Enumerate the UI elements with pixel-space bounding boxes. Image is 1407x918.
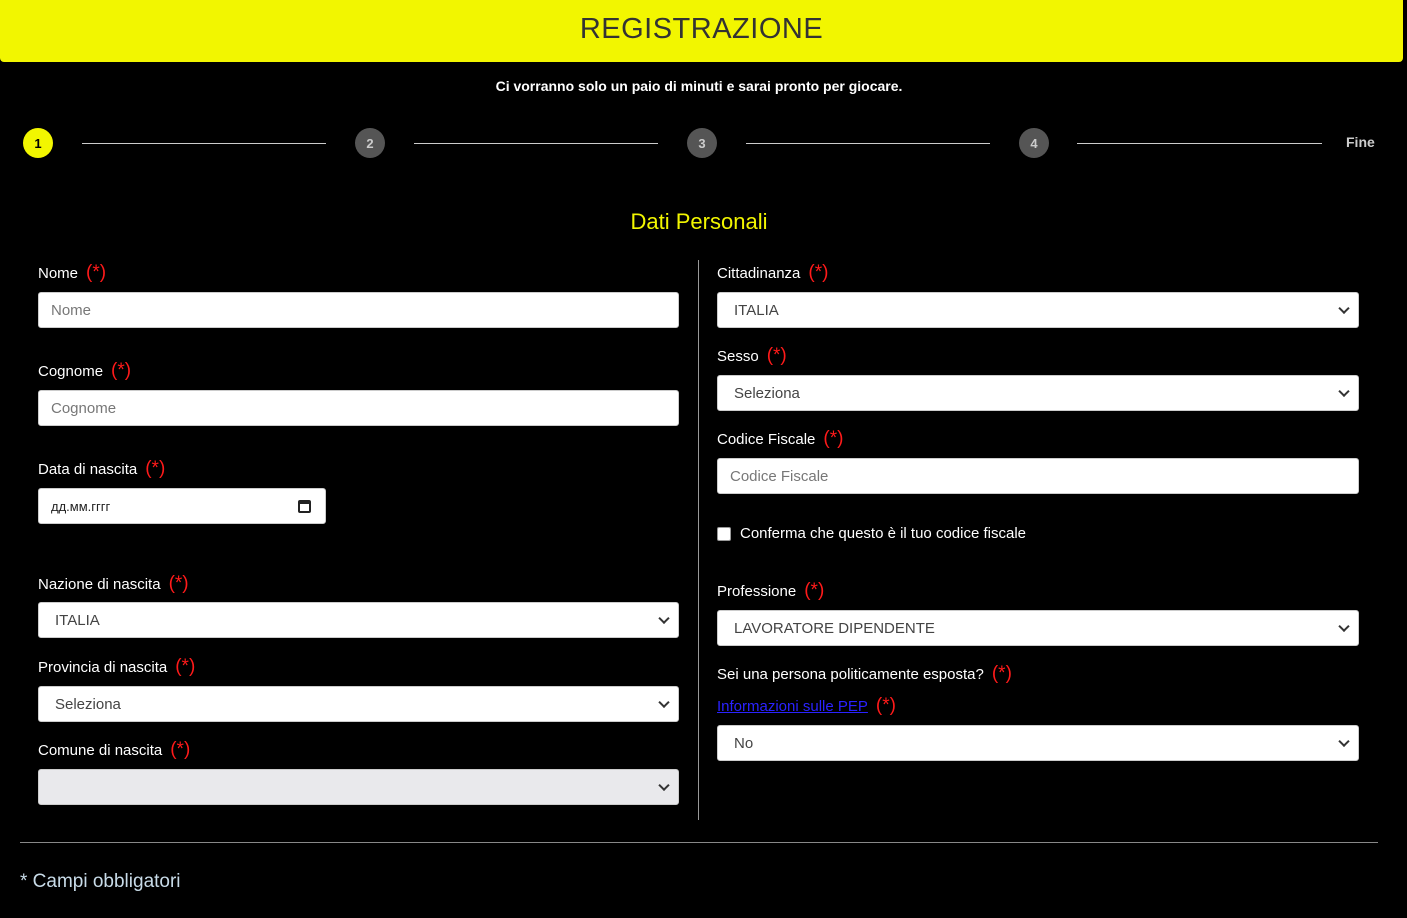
registration-stepper <box>0 128 1407 160</box>
professione-value: LAVORATORE DIPENDENTE <box>734 619 935 637</box>
codice-fiscale-placeholder: Codice Fiscale <box>730 467 829 485</box>
professione-label: Professione (*) <box>717 580 825 601</box>
step-connector <box>746 143 990 144</box>
codice-fiscale-input[interactable] <box>717 458 1359 494</box>
professione-select[interactable] <box>717 610 1359 646</box>
nazione-nascita-value: ITALIA <box>55 611 100 629</box>
sesso-value: Seleziona <box>734 384 800 402</box>
step-2: 2 <box>355 128 385 158</box>
required-marker: (*) <box>111 360 132 381</box>
required-marker: (*) <box>86 262 107 283</box>
conferma-cf-checkbox[interactable] <box>717 527 731 541</box>
cognome-placeholder: Cognome <box>51 399 117 417</box>
pep-info-link[interactable]: Informazioni sulle PEP <box>717 698 868 715</box>
codice-fiscale-label: Codice Fiscale (*) <box>717 428 844 449</box>
required-fields-note: * Campi obbligatori <box>20 871 181 892</box>
pep-label: Sei una persona politicamente esposta? (*) <box>717 663 1012 684</box>
required-marker: (*) <box>766 345 787 366</box>
step-1: 1 <box>23 128 53 158</box>
step-4: 4 <box>1019 128 1049 158</box>
provincia-nascita-value: Seleziona <box>55 695 121 713</box>
page-title: REGISTRAZIONE <box>579 12 824 45</box>
step-connector <box>414 143 658 144</box>
chevron-down-icon <box>1338 736 1349 747</box>
required-marker: (*) <box>175 656 196 677</box>
chevron-down-icon <box>1338 303 1349 314</box>
pep-value: No <box>734 734 754 752</box>
cittadinanza-label: Cittadinanza (*) <box>717 262 829 283</box>
required-marker: (*) <box>823 428 844 449</box>
nome-placeholder: Nome <box>51 301 92 319</box>
step-connector <box>1077 143 1322 144</box>
step-connector <box>82 143 326 144</box>
required-marker: (*) <box>168 573 189 594</box>
page-header <box>0 0 1403 62</box>
cittadinanza-select[interactable] <box>717 292 1359 328</box>
page-subtitle: Ci vorranno solo un paio di minuti e sarai pronto per giocare. <box>495 78 903 94</box>
chevron-down-icon <box>1338 386 1349 397</box>
chevron-down-icon <box>1338 621 1349 632</box>
conferma-cf-label[interactable]: Conferma che questo è il tuo codice fiscale <box>740 525 1026 542</box>
data-nascita-input[interactable] <box>38 488 326 524</box>
comune-nascita-label: Comune di nascita (*) <box>38 739 191 760</box>
pep-info-row <box>717 695 896 717</box>
sesso-select[interactable] <box>717 375 1359 411</box>
nome-label: Nome (*) <box>38 262 107 283</box>
section-title: Dati Personali <box>630 209 768 234</box>
required-marker: (*) <box>991 663 1012 684</box>
nome-input[interactable] <box>38 292 679 328</box>
provincia-nascita-select[interactable] <box>38 686 679 722</box>
nazione-nascita-select[interactable] <box>38 602 679 638</box>
cognome-input[interactable] <box>38 390 679 426</box>
step-3: 3 <box>687 128 717 158</box>
required-marker: (*) <box>170 739 191 760</box>
required-marker: (*) <box>875 695 896 716</box>
required-marker: (*) <box>804 580 825 601</box>
sesso-label: Sesso (*) <box>717 345 787 366</box>
required-marker: (*) <box>145 458 166 479</box>
conferma-cf-row <box>717 525 1026 542</box>
footer-divider <box>20 842 1378 843</box>
nazione-nascita-label: Nazione di nascita (*) <box>38 573 189 594</box>
chevron-down-icon <box>658 697 669 708</box>
column-divider <box>698 260 699 820</box>
pep-select[interactable] <box>717 725 1359 761</box>
calendar-icon[interactable] <box>298 500 311 513</box>
data-nascita-placeholder: дд.мм.гггг <box>51 498 111 514</box>
step-fine: Fine <box>1346 134 1375 150</box>
required-marker: (*) <box>808 262 829 283</box>
cittadinanza-value: ITALIA <box>734 301 779 319</box>
provincia-nascita-label: Provincia di nascita (*) <box>38 656 196 677</box>
chevron-down-icon <box>658 780 669 791</box>
data-nascita-label: Data di nascita (*) <box>38 458 166 479</box>
comune-nascita-select[interactable] <box>38 769 679 805</box>
cognome-label: Cognome (*) <box>38 360 132 381</box>
chevron-down-icon <box>658 613 669 624</box>
